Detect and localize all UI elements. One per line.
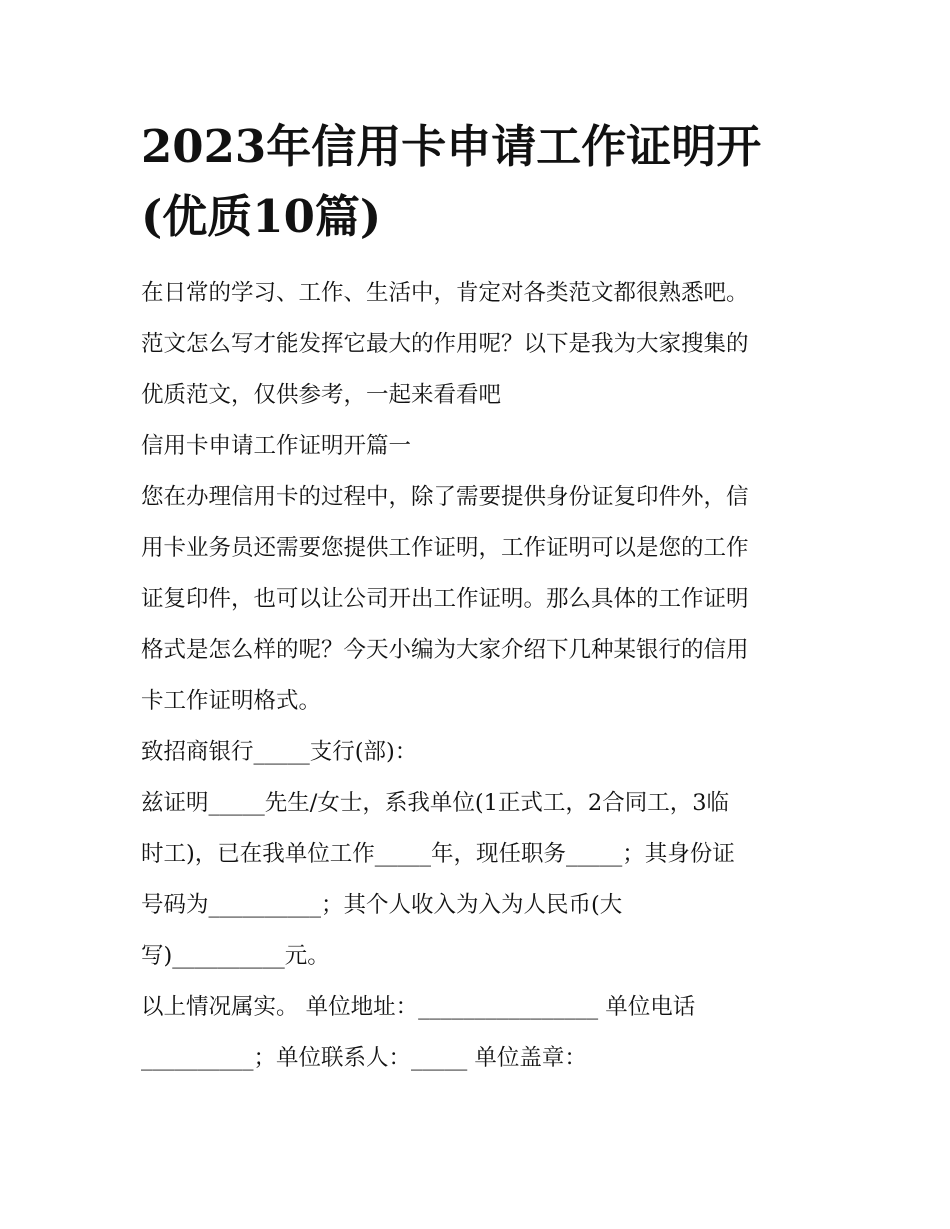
- paragraph-line: 您在办理信用卡的过程中，除了需要提供身份证复印件外，信: [141, 484, 749, 510]
- title-line: (优质10篇): [141, 190, 382, 243]
- certificate-line: 号码为__________；其个人收入为入为人民币(大: [141, 892, 623, 918]
- certificate-line: 时工)，已在我单位工作_____年，现任职务_____；其身份证: [141, 841, 735, 867]
- section-heading: 信用卡申请工作证明开篇一: [141, 433, 412, 459]
- title-line: 2023年信用卡申请工作证明开: [141, 120, 762, 173]
- paragraph-line: 用卡业务员还需要您提供工作证明，工作证明可以是您的工作: [141, 535, 749, 561]
- intro-line: 范文怎么写才能发挥它最大的作用呢？以下是我为大家搜集的: [141, 331, 749, 357]
- document-title: [141, 112, 816, 252]
- paragraph-line: 格式是怎么样的呢？今天小编为大家介绍下几种某银行的信用: [141, 637, 749, 663]
- closing-line: 以上情况属实。 单位地址：________________ 单位电话: [141, 994, 696, 1020]
- paragraph-line: 卡工作证明格式。: [141, 688, 322, 714]
- certificate-line: 兹证明_____先生/女士，系我单位(1正式工，2合同工，3临: [141, 790, 730, 816]
- document-body: [141, 268, 816, 1084]
- salutation-line: 致招商银行_____支行(部)：: [141, 739, 418, 765]
- document-content: [141, 112, 816, 1084]
- paragraph-line: 证复印件，也可以让公司开出工作证明。那么具体的工作证明: [141, 586, 749, 612]
- closing-line: __________；单位联系人：_____ 单位盖章：: [141, 1045, 587, 1071]
- certificate-line: 写)__________元。: [141, 943, 330, 969]
- intro-line: 优质范文，仅供参考，一起来看看吧: [141, 382, 502, 408]
- intro-line: 在日常的学习、工作、生活中，肯定对各类范文都很熟悉吧。: [141, 280, 749, 306]
